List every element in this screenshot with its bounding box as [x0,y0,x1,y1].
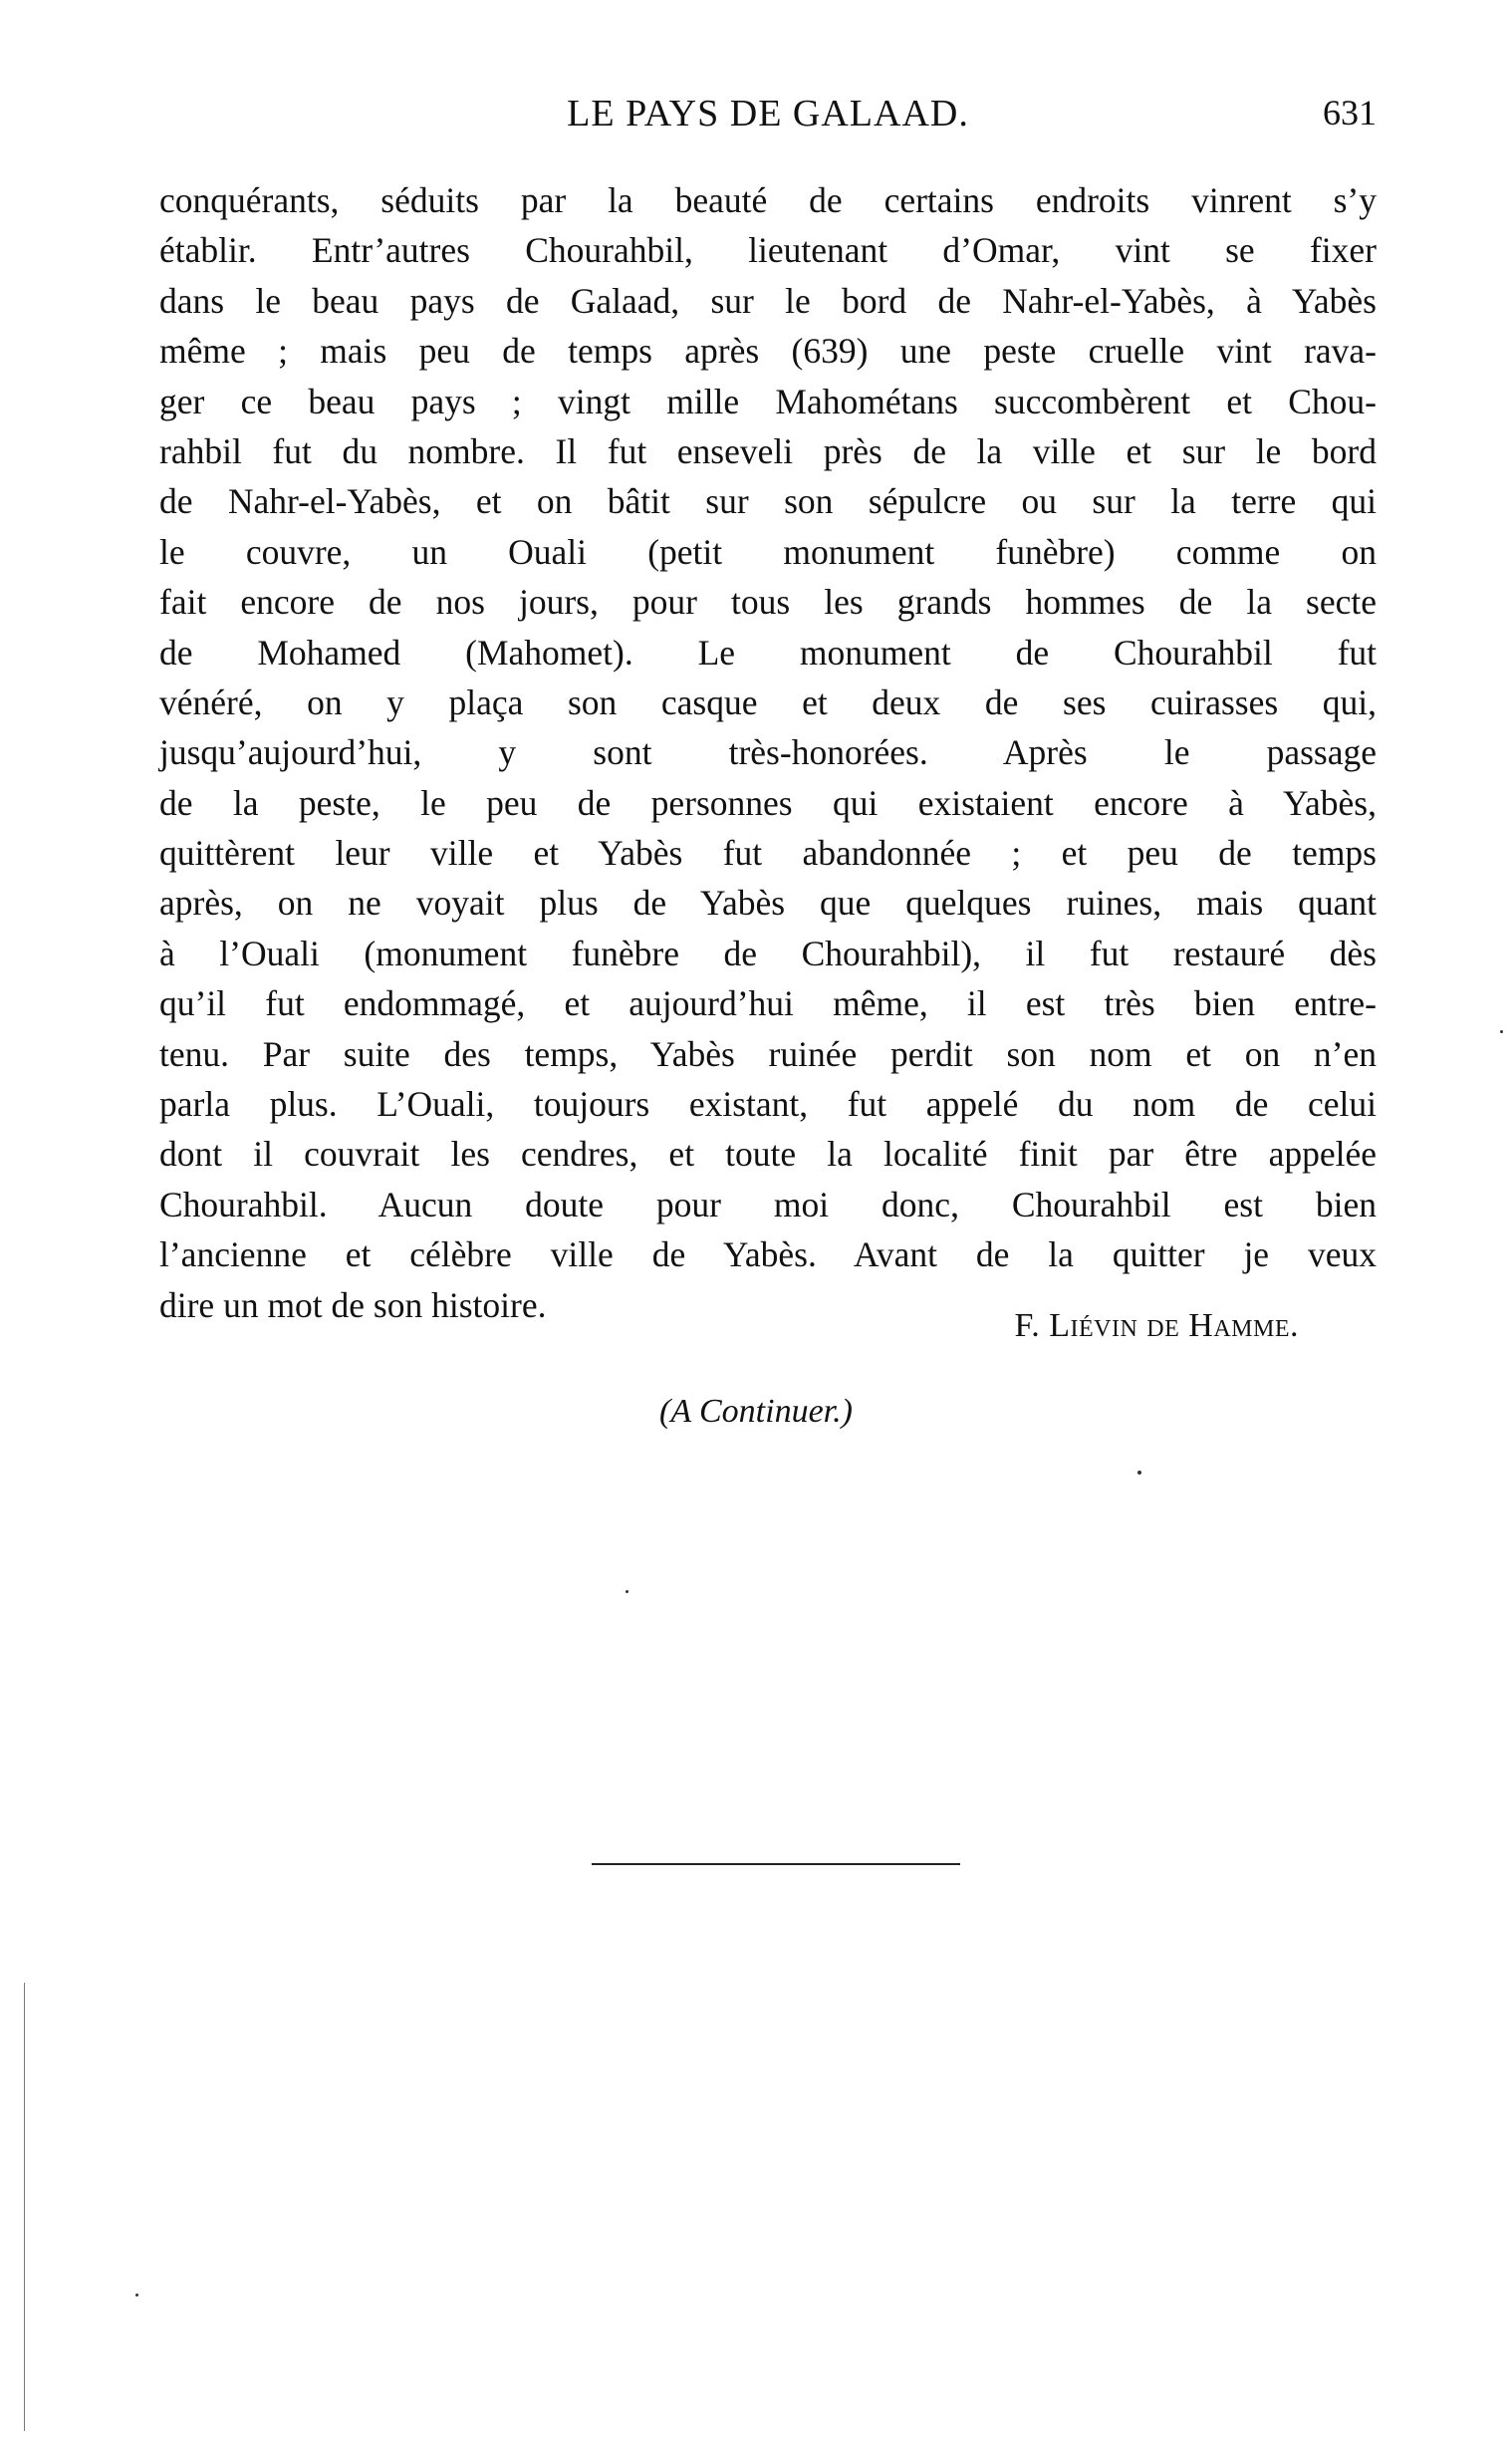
text-line: quittèrent leur ville et Yabès fut abandonnée ; et peu de temps [159,833,1377,874]
running-title: LE PAYS DE GALAAD. [567,93,969,135]
text-line: l’ancienne et célèbre ville de Yabès. Avant de la quitter je veux [159,1234,1377,1275]
text-line: vénéré, on y plaça son casque et deux de ses cuirasses qui, [159,681,1377,722]
text-line: fait encore de nos jours, pour tous les grands hommes de la secte [159,582,1377,623]
text-line: le couvre, un Ouali (petit monument funèbre) comme on [159,531,1377,572]
page-number: 631 [1323,93,1377,133]
section-divider-rule [592,1863,960,1865]
text-line-last: dire un mot de son histoire. [159,1284,547,1325]
text-line: de Nahr-el-Yabès, et on bâtit sur son sépulcre ou sur la terre qui [159,481,1377,522]
scan-speck [626,1590,629,1593]
text-line: de Mohamed (Mahomet). Le monument de Chourahbil fut [159,632,1377,673]
body-paragraph [159,175,1377,1330]
scan-speck [1500,1030,1503,1033]
text-line: qu’il fut endommagé, et aujourd’hui même, il est très bien entre- [159,983,1377,1024]
text-line: même ; mais peu de temps après (639) une peste cruelle vint rava- [159,331,1377,372]
text-line: parla plus. L’Ouali, toujours existant, fut appelé du nom de celui [159,1084,1377,1125]
text-line: rahbil fut du nombre. Il fut enseveli près de la ville et sur le bord [159,430,1377,471]
text-line: jusqu’aujourd’hui, y sont très-honorées. Après le passage [159,732,1377,773]
text-line: Chourahbil. Aucun doute pour moi donc, Chourahbil est bien [159,1184,1377,1224]
scan-speck [135,2294,138,2297]
text-line: dont il couvrait les cendres, et toute la localité finit par être appelée [159,1134,1377,1175]
scan-margin-mark [24,1983,25,2431]
text-line: à l’Ouali (monument funèbre de Chourahbil), il fut restauré dès [159,933,1377,973]
text-line: conquérants, séduits par la beauté de certains endroits vinrent s’y [159,180,1377,220]
text-line: dans le beau pays de Galaad, sur le bord de Nahr-el-Yabès, à Yabès [159,280,1377,321]
running-header [159,92,1377,141]
text-line: ger ce beau pays ; vingt mille Mahométans succombèrent et Chou- [159,381,1377,421]
text-line: après, on ne voyait plus de Yabès que quelques ruines, mais quant [159,883,1377,924]
author-signature: F. Liévin de Hamme. [1014,1307,1299,1344]
scan-speck [1137,1471,1141,1475]
text-line: de la peste, le peu de personnes qui existaient encore à Yabès, [159,782,1377,823]
continuation-note: (A Continuer.) [659,1393,853,1430]
text-line: tenu. Par suite des temps, Yabès ruinée perdit son nom et on n’en [159,1033,1377,1074]
text-line: établir. Entr’autres Chourahbil, lieutenant d’Omar, vint se fixer [159,230,1377,271]
